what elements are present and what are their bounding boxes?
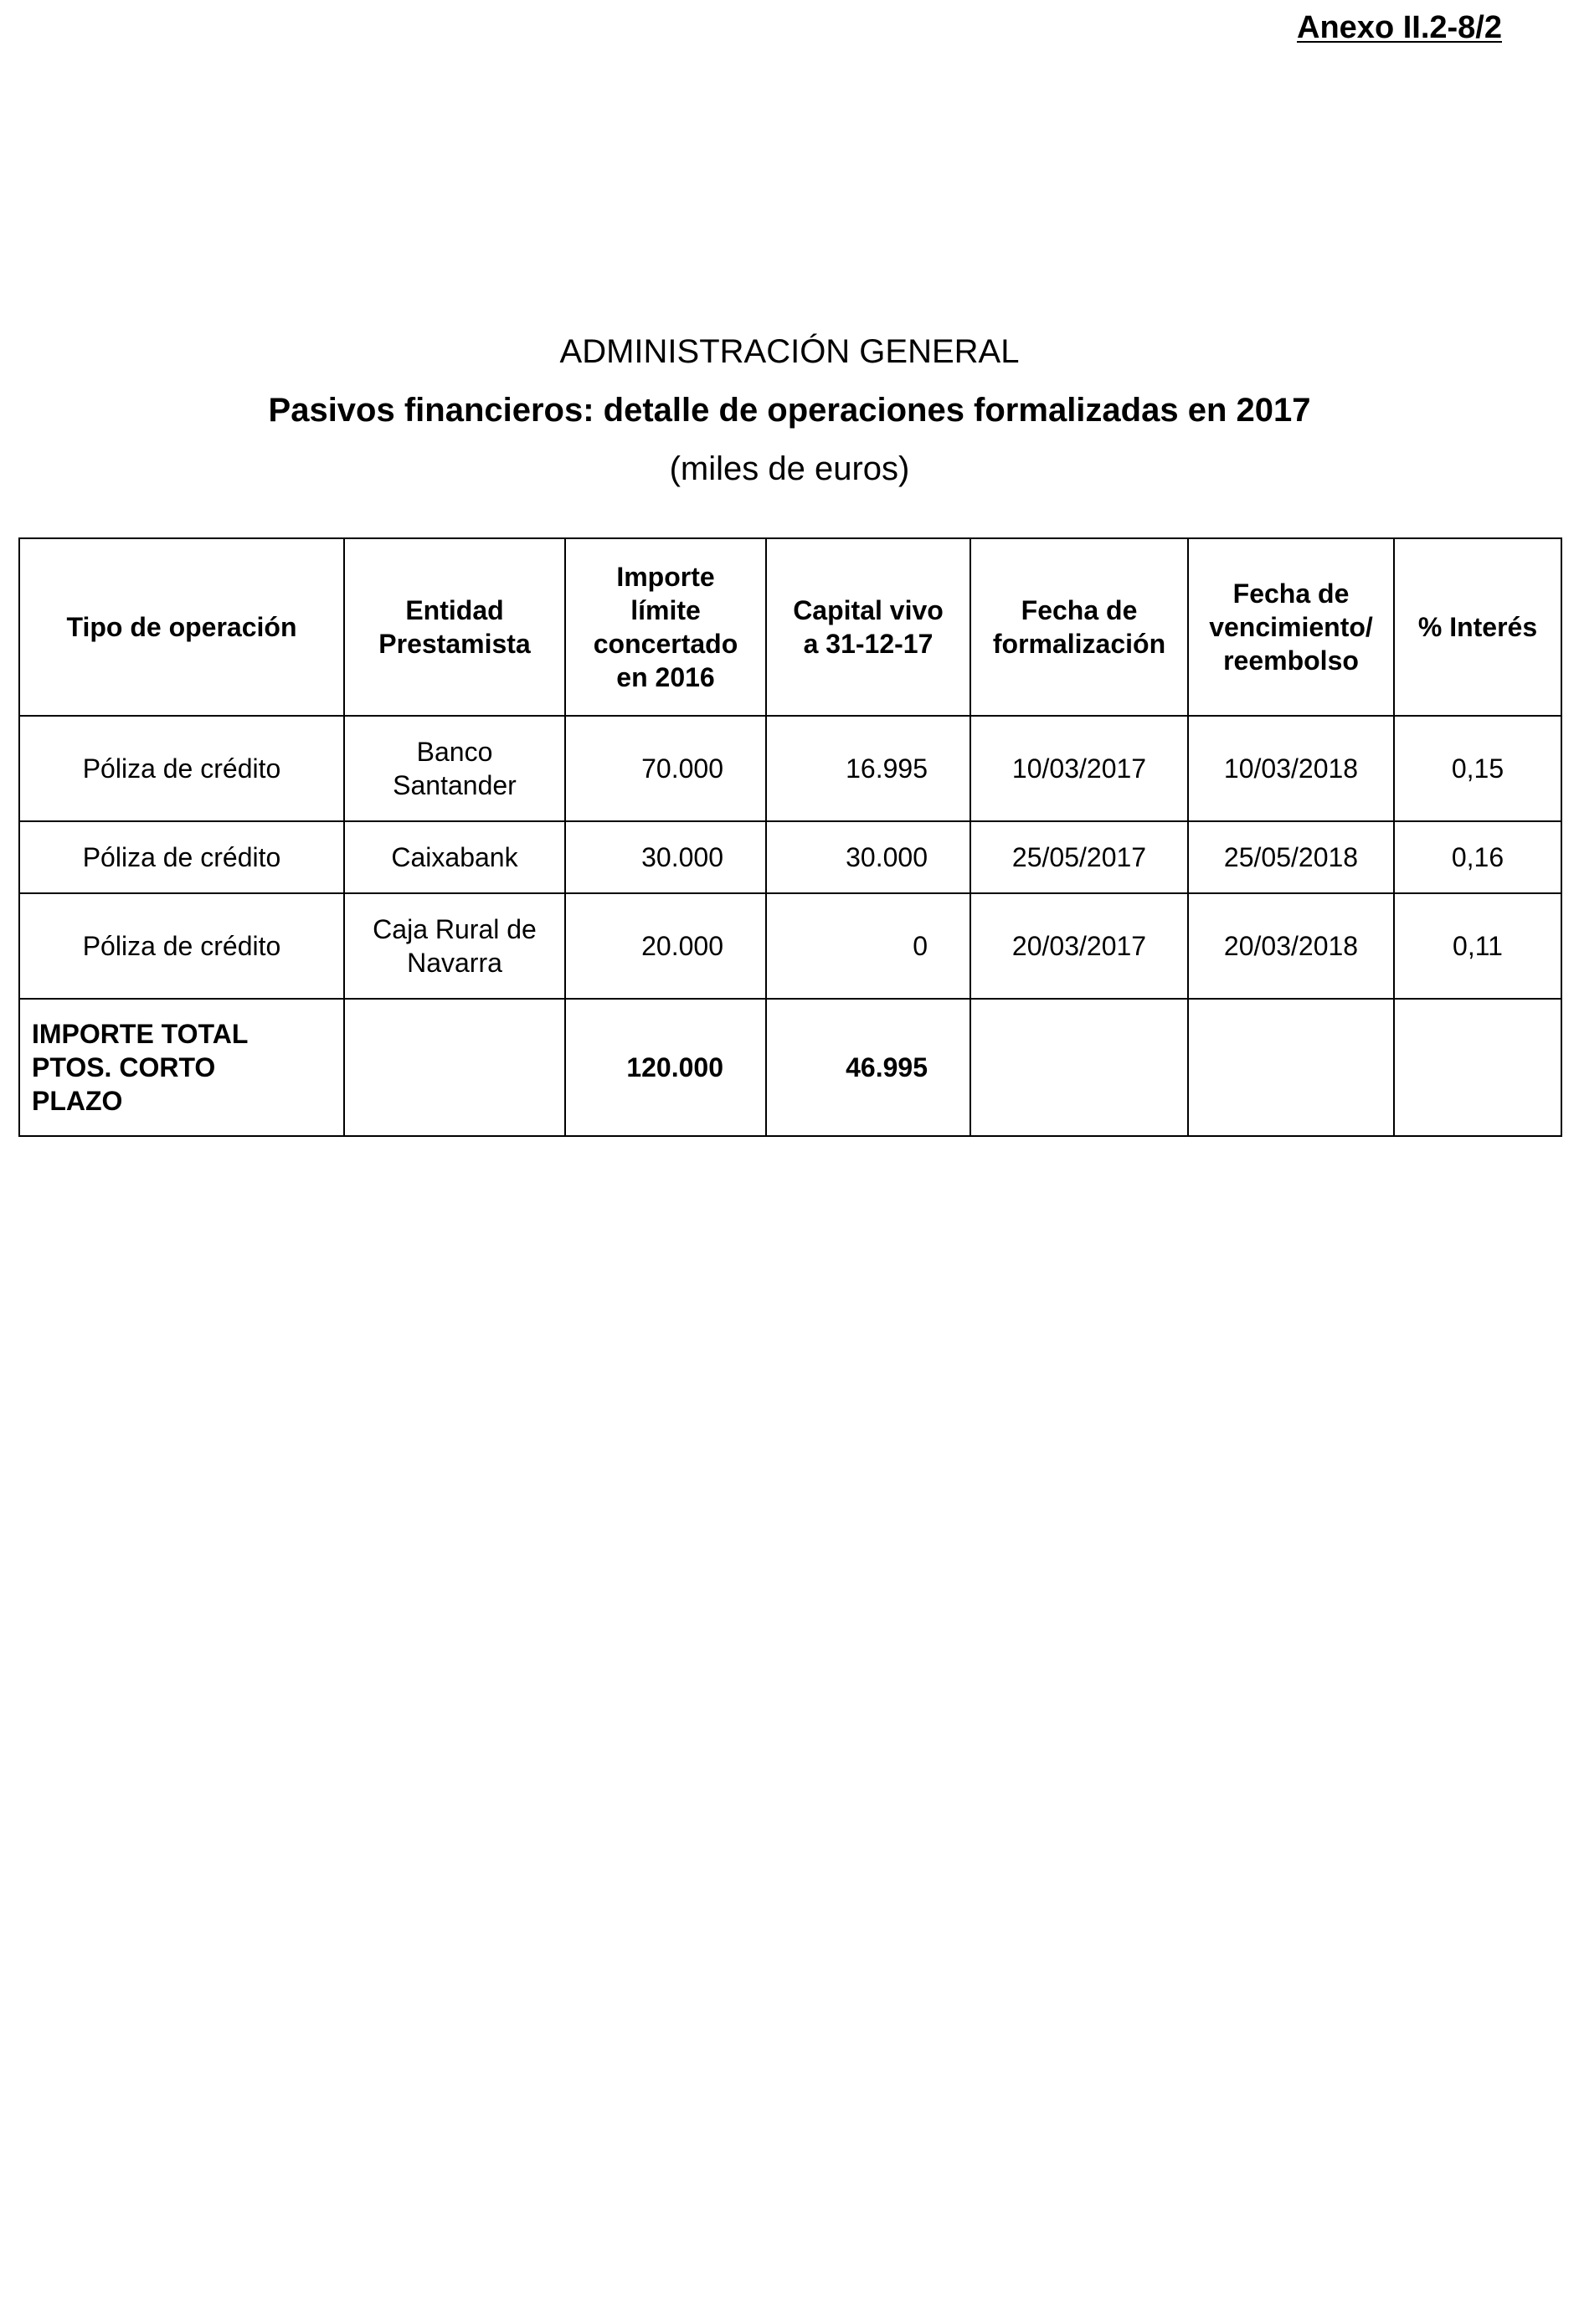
table-row [19, 716, 1561, 821]
section-heading: ADMINISTRACIÓN GENERAL [559, 333, 1020, 370]
cell-tipo: Póliza de crédito [19, 893, 344, 999]
cell-fecha-formalizacion: 25/05/2017 [970, 821, 1188, 893]
cell-entidad: Banco Santander [344, 716, 565, 821]
header-tipo-operacion: Tipo de operación [19, 538, 344, 716]
annex-reference: Anexo II.2-8/2 [1297, 10, 1502, 45]
units-caption: (miles de euros) [669, 450, 910, 487]
cell-importe: 30.000 [565, 821, 766, 893]
cell-capital: 16.995 [766, 716, 970, 821]
header-capital-vivo: Capital vivo a 31-12-17 [766, 538, 970, 716]
table-row [19, 893, 1561, 999]
cell-capital: 0 [766, 893, 970, 999]
total-capital: 46.995 [766, 999, 970, 1136]
header-entidad-prestamista: Entidad Prestamista [344, 538, 565, 716]
cell-tipo: Póliza de crédito [19, 716, 344, 821]
cell-entidad: Caixabank [344, 821, 565, 893]
cell-importe: 70.000 [565, 716, 766, 821]
cell-fecha-vencimiento: 25/05/2018 [1188, 821, 1394, 893]
cell-fecha-formalizacion: 10/03/2017 [970, 716, 1188, 821]
cell-interes: 0,15 [1394, 716, 1561, 821]
table-row [19, 821, 1561, 893]
operations-table [18, 537, 1562, 1137]
header-fecha-formalizacion: Fecha de formalización [970, 538, 1188, 716]
total-cell-interes [1394, 999, 1561, 1136]
cell-fecha-vencimiento: 10/03/2018 [1188, 716, 1394, 821]
cell-capital: 30.000 [766, 821, 970, 893]
page-title: Pasivos financieros: detalle de operaciones formalizadas en 2017 [268, 392, 1311, 429]
table-header-row [19, 538, 1561, 716]
cell-tipo: Póliza de crédito [19, 821, 344, 893]
total-importe: 120.000 [565, 999, 766, 1136]
cell-fecha-formalizacion: 20/03/2017 [970, 893, 1188, 999]
cell-interes: 0,11 [1394, 893, 1561, 999]
total-row [19, 999, 1561, 1136]
header-importe-limite: Importe límite concertado en 2016 [565, 538, 766, 716]
total-cell-entidad [344, 999, 565, 1136]
header-interes: % Interés [1394, 538, 1561, 716]
cell-importe: 20.000 [565, 893, 766, 999]
total-label: IMPORTE TOTAL PTOS. CORTO PLAZO [19, 999, 344, 1136]
total-cell-fecha-vencimiento [1188, 999, 1394, 1136]
header-fecha-vencimiento: Fecha de vencimiento/ reembolso [1188, 538, 1394, 716]
cell-interes: 0,16 [1394, 821, 1561, 893]
cell-entidad: Caja Rural de Navarra [344, 893, 565, 999]
cell-fecha-vencimiento: 20/03/2018 [1188, 893, 1394, 999]
total-cell-fecha-formalizacion [970, 999, 1188, 1136]
